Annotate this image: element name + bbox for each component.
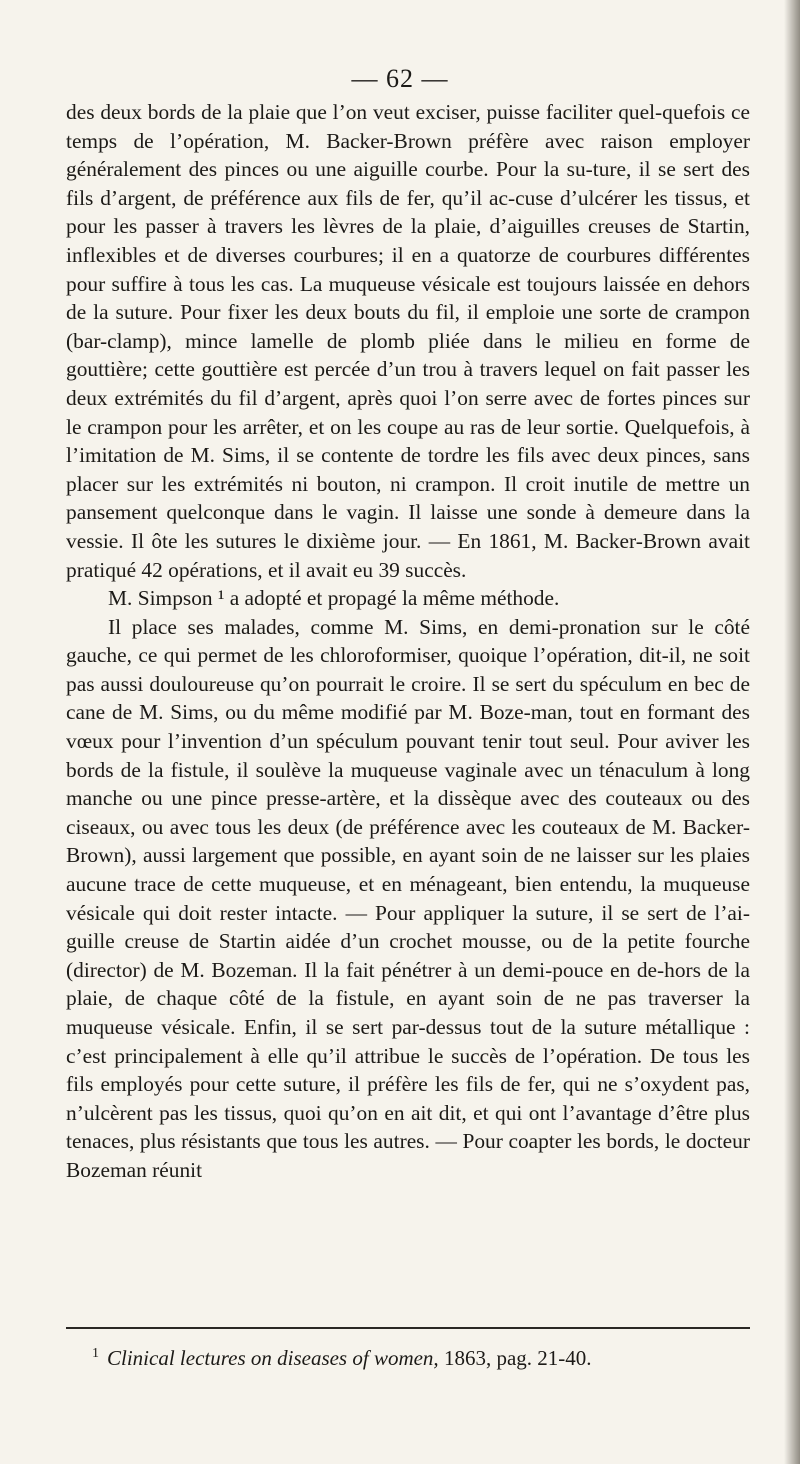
footnote-marker: 1 [92,1346,99,1361]
page-edge-shadow [784,0,800,1464]
paragraph-3: Il place ses malades, comme M. Sims, en demi-pronation sur le côté gauche, ce qui permet de les chloroformiser, quoique l’opération, dit-il, ne soit pas aussi douloureuse qu’on pourrait le croire. Il se sert du spéculum en bec de cane de M. Sims, ou du même modifié par M. Boze-man, tout en formant des vœux pour l’invention d’un spéculum pouvant tenir tout seul. Pour aviver les bords de la fistule, il soulève la muqueuse vaginale avec un ténaculum à long manche ou une pince presse-artère, et la dissèque avec des couteaux ou des ciseaux, ou avec tous les deux (de préférence avec les couteaux de M. Backer-Brown), aussi largement que possible, en ayant soin de ne laisser sur les plaies aucune trace de cette muqueuse, et en ménageant, bien entendu, la muqueuse vésicale qui doit rester intacte. — Pour appliquer la suture, il se sert de l’ai-guille creuse de Startin aidée d’un crochet mousse, ou de la petite fourche (director) de M. Bozeman. Il la fait pénétrer à un demi-pouce en de-hors de la plaie, de chaque côté de la fistule, en ayant soin de ne pas traverser la muqueuse vésicale. Enfin, il se sert par-dessus tout de la suture métallique : c’est principalement à elle qu’il attribue le succès de l’opération. De tous les fils employés pour cette suture, il préfère les fils de fer, qui ne s’oxydent pas, n’ulcèrent pas les tissus, quoi qu’on en ait dit, et qui ont l’avantage d’être plus tenaces, plus résistants que tous les autres. — Pour coapter les bords, le docteur Bozeman réunit [66,614,750,1182]
paragraph-2: M. Simpson ¹ a adopté et propagé la même méthode. [108,586,560,611]
footnote-title: Clinical lectures on diseases of women, [107,1346,439,1370]
footnote-divider [66,1327,750,1329]
body-text [66,98,750,1185]
footnote [92,1340,752,1372]
page-number: — 62 — [351,64,449,93]
paragraph-1: des deux bords de la plaie que l’on veut exciser, puisse faciliter quel-quefois ce temps de l’opération, M. Backer-Brown préfère avec raison employer généralement des pinces ou une aiguille courbe. Pour la su-ture, il se sert des fils d’argent, de préférence aux fils de fer, qu’il ac-cuse d’ulcérer les tissus, et pour les passer à travers les lèvres de la plaie, d’aiguilles creuses de Startin, inflexibles et de diverses courbures; il en a quatorze de courbures différentes pour suffire à tous les cas. La muqueuse vésicale est toujours laissée en dehors de la suture. Pour fixer les deux bouts du fil, il emploie une sorte de crampon (bar-clamp), mince lamelle de plomb pliée dans le milieu en forme de gouttière; cette gouttière est percée d’un trou à travers lequel on fait passer les deux extrémités du fil d’argent, après quoi l’on serre avec de fortes pinces sur le crampon pour les arrêter, et on les coupe au ras de leur sortie. Quelquefois, à l’imitation de M. Sims, il se contente de tordre les fils avec deux pinces, sans placer sur les extrémités ni bouton, ni crampon. Il croit inutile de mettre un pansement quelconque dans le vagin. Il laisse une sonde à demeure dans la vessie. Il ôte les sutures le dixième jour. — En 1861, M. Backer-Brown avait pratiqué 42 opérations, et il avait eu 39 succès. [66,100,750,582]
footnote-details: 1863, pag. 21-40. [438,1346,592,1370]
